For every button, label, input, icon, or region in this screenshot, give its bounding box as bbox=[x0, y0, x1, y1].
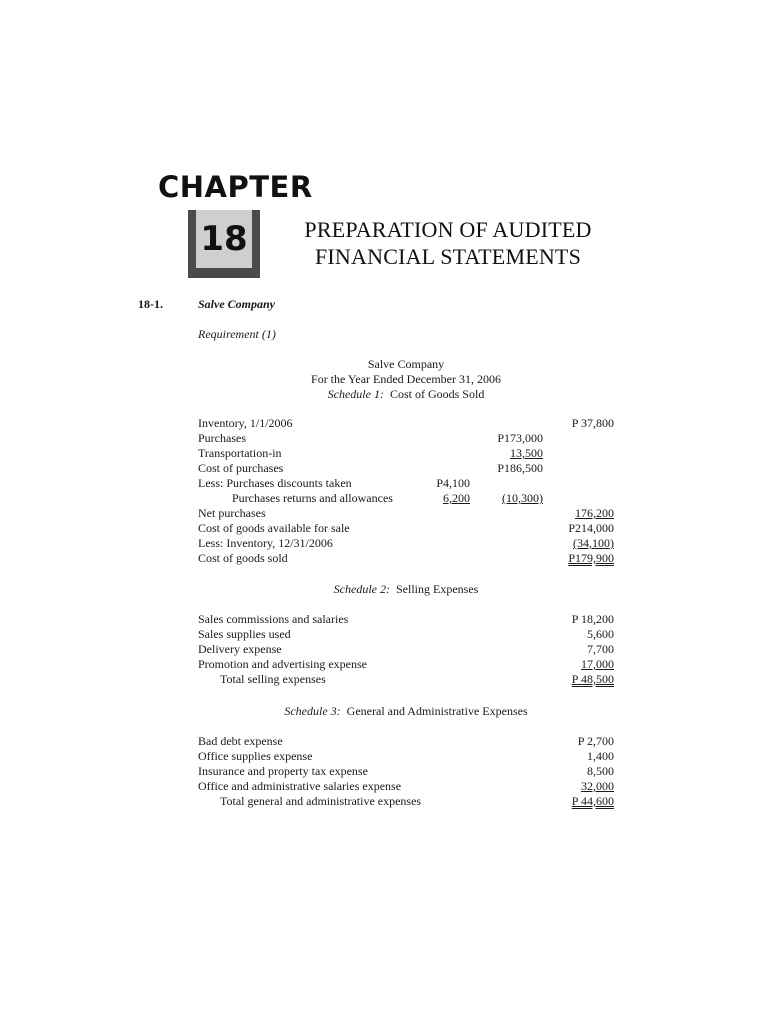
table-row bbox=[198, 536, 618, 551]
chapter-title-line2: FINANCIAL STATEMENTS bbox=[314, 244, 582, 269]
table-row bbox=[198, 657, 618, 672]
row-subtotal: P186,500 bbox=[497, 461, 543, 475]
row-total: 176,200 bbox=[575, 506, 614, 520]
row-label: Purchases bbox=[198, 431, 246, 445]
schedule2-heading bbox=[198, 582, 614, 597]
table-row bbox=[198, 431, 618, 446]
chapter-number: 18 bbox=[196, 210, 252, 268]
row-label: Sales supplies used bbox=[198, 627, 291, 641]
row-label: Less: Purchases discounts taken bbox=[198, 476, 352, 490]
problem-number: 18-1. bbox=[138, 297, 163, 311]
problem-company: Salve Company bbox=[198, 297, 275, 311]
requirement-label: Requirement (1) bbox=[198, 327, 276, 341]
row-label: Bad debt expense bbox=[198, 734, 283, 748]
table-row bbox=[198, 627, 618, 642]
row-detail: P4,100 bbox=[436, 476, 470, 490]
table-row bbox=[198, 794, 618, 809]
row-subtotal: (10,300) bbox=[502, 491, 543, 505]
table-row bbox=[198, 551, 618, 566]
table-row bbox=[198, 521, 618, 536]
row-total: 7,700 bbox=[587, 642, 614, 656]
schedule2-label: Schedule 2: bbox=[333, 582, 390, 596]
schedule1-title: Cost of Goods Sold bbox=[389, 387, 485, 401]
table-row bbox=[198, 446, 618, 461]
row-subtotal: 13,500 bbox=[510, 446, 543, 460]
table-row bbox=[198, 476, 618, 491]
row-label: Sales commissions and salaries bbox=[198, 612, 349, 626]
row-label: Purchases returns and allowances bbox=[232, 491, 393, 505]
row-label: Office supplies expense bbox=[198, 749, 313, 763]
chapter-number-badge bbox=[188, 210, 260, 278]
row-total: (34,100) bbox=[573, 536, 614, 550]
row-label: Inventory, 1/1/2006 bbox=[198, 416, 293, 430]
row-total: P179,900 bbox=[568, 551, 614, 565]
row-label: Cost of goods available for sale bbox=[198, 521, 350, 535]
row-total: P 48,500 bbox=[571, 672, 614, 686]
table-row bbox=[198, 642, 618, 657]
row-total: 8,500 bbox=[587, 764, 614, 778]
row-label: Net purchases bbox=[198, 506, 266, 520]
table-row bbox=[198, 461, 618, 476]
table-row bbox=[198, 764, 618, 779]
chapter-label: CHAPTER bbox=[158, 170, 313, 204]
statement-company: Salve Company bbox=[367, 357, 445, 371]
row-total: P 44,600 bbox=[571, 794, 614, 808]
schedule3-title: General and Administrative Expenses bbox=[346, 704, 528, 718]
row-total: 17,000 bbox=[581, 657, 614, 671]
chapter-title-line1: PREPARATION OF AUDITED bbox=[304, 217, 592, 242]
table-row bbox=[198, 491, 618, 506]
statement-period: For the Year Ended December 31, 2006 bbox=[311, 372, 501, 386]
row-label: Office and administrative salaries expense bbox=[198, 779, 402, 793]
table-row bbox=[198, 779, 618, 794]
table-row bbox=[198, 416, 618, 431]
row-subtotal: P173,000 bbox=[497, 431, 543, 445]
schedule3-heading bbox=[198, 704, 614, 719]
table-row bbox=[198, 612, 618, 627]
table-row bbox=[198, 749, 618, 764]
row-label: Total general and administrative expenses bbox=[220, 794, 422, 808]
row-total: 5,600 bbox=[587, 627, 614, 641]
row-label: Transportation-in bbox=[198, 446, 282, 460]
row-label: Promotion and advertising expense bbox=[198, 657, 367, 671]
table-row bbox=[198, 506, 618, 521]
row-detail: 6,200 bbox=[443, 491, 470, 505]
table-row bbox=[198, 672, 618, 687]
schedule3-label: Schedule 3: bbox=[284, 704, 341, 718]
chapter-title bbox=[278, 216, 618, 270]
row-label: Insurance and property tax expense bbox=[198, 764, 368, 778]
row-total: P 2,700 bbox=[577, 734, 614, 748]
row-label: Total selling expenses bbox=[220, 672, 326, 686]
row-label: Less: Inventory, 12/31/2006 bbox=[198, 536, 333, 550]
schedule1-label: Schedule 1: bbox=[327, 387, 384, 401]
row-total: 1,400 bbox=[587, 749, 614, 763]
row-label: Cost of purchases bbox=[198, 461, 284, 475]
table-row bbox=[198, 734, 618, 749]
schedule2-title: Selling Expenses bbox=[395, 582, 479, 596]
row-label: Delivery expense bbox=[198, 642, 282, 656]
row-total: P 18,200 bbox=[571, 612, 614, 626]
row-total: P 37,800 bbox=[571, 416, 614, 430]
row-total: P214,000 bbox=[568, 521, 614, 535]
schedule1-heading bbox=[198, 387, 614, 402]
row-total: 32,000 bbox=[581, 779, 614, 793]
row-label: Cost of goods sold bbox=[198, 551, 288, 565]
